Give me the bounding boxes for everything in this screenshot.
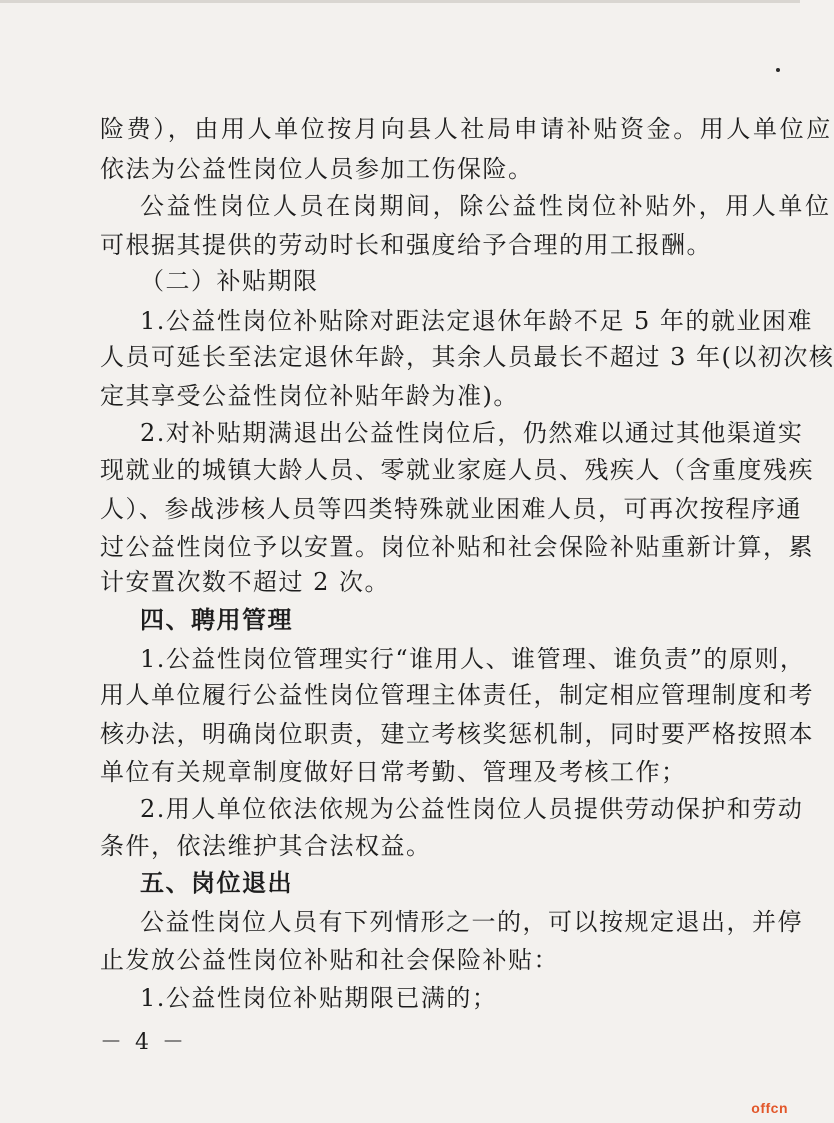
text-line: 公益性岗位人员有下列情形之一的，可以按规定退出，并停 [140,908,803,936]
text-line: 2.用人单位依法依规为公益性岗位人员提供劳动保护和劳动 [140,795,804,823]
text-line: 依法为公益性岗位人员参加工伤保险。 [100,155,534,183]
text-line: 过公益性岗位予以安置。岗位补贴和社会保险补贴重新计算，累 [100,533,814,561]
text-line: 用人单位履行公益性岗位管理主体责任，制定相应管理制度和考 [100,681,814,709]
text-line: 核办法，明确岗位职责，建立考核奖惩机制，同时要严格按照本 [100,720,814,748]
text-line: 现就业的城镇大龄人员、零就业家庭人员、残疾人（含重度残疾 [100,456,814,484]
text-line: 止发放公益性岗位补贴和社会保险补贴： [100,946,559,974]
page-number: － 4 － [100,1030,187,1055]
text-line: 人员可延长至法定退休年龄，其余人员最长不超过 3 年(以初次核 [100,343,834,371]
scan-speck [776,68,780,72]
scan-edge [0,0,800,3]
text-line: 条件，依法维护其合法权益。 [100,832,432,860]
section-heading: 四、聘用管理 [140,606,293,634]
text-line: 2.对补贴期满退出公益性岗位后，仍然难以通过其他渠道实 [140,419,804,447]
text-line: 1.公益性岗位补贴期限已满的； [140,984,498,1012]
text-line: 1.公益性岗位管理实行“谁用人、谁管理、谁负责”的原则， [140,645,806,673]
section-heading: 五、岗位退出 [140,869,293,897]
text-line: 人）、参战涉核人员等四类特殊就业困难人员，可再次按程序通 [100,495,802,523]
text-line: 1.公益性岗位补贴除对距法定退休年龄不足 5 年的就业困难 [140,307,813,335]
text-line: 单位有关规章制度做好日常考勤、管理及考核工作； [100,758,687,786]
text-line: 可根据其提供的劳动时长和强度给予合理的用工报酬。 [100,231,712,259]
text-line: 公益性岗位人员在岗期间，除公益性岗位补贴外，用人单位 [140,192,832,220]
text-line: 险费），由用人单位按月向县人社局申请补贴资金。用人单位应 [100,115,833,143]
watermark-logo: offcn [751,1100,788,1116]
section-subheading: （二）补贴期限 [140,267,319,295]
text-line: 定其享受公益性岗位补贴年龄为准)。 [100,382,519,410]
text-line: 计安置次数不超过 2 次。 [100,568,391,596]
